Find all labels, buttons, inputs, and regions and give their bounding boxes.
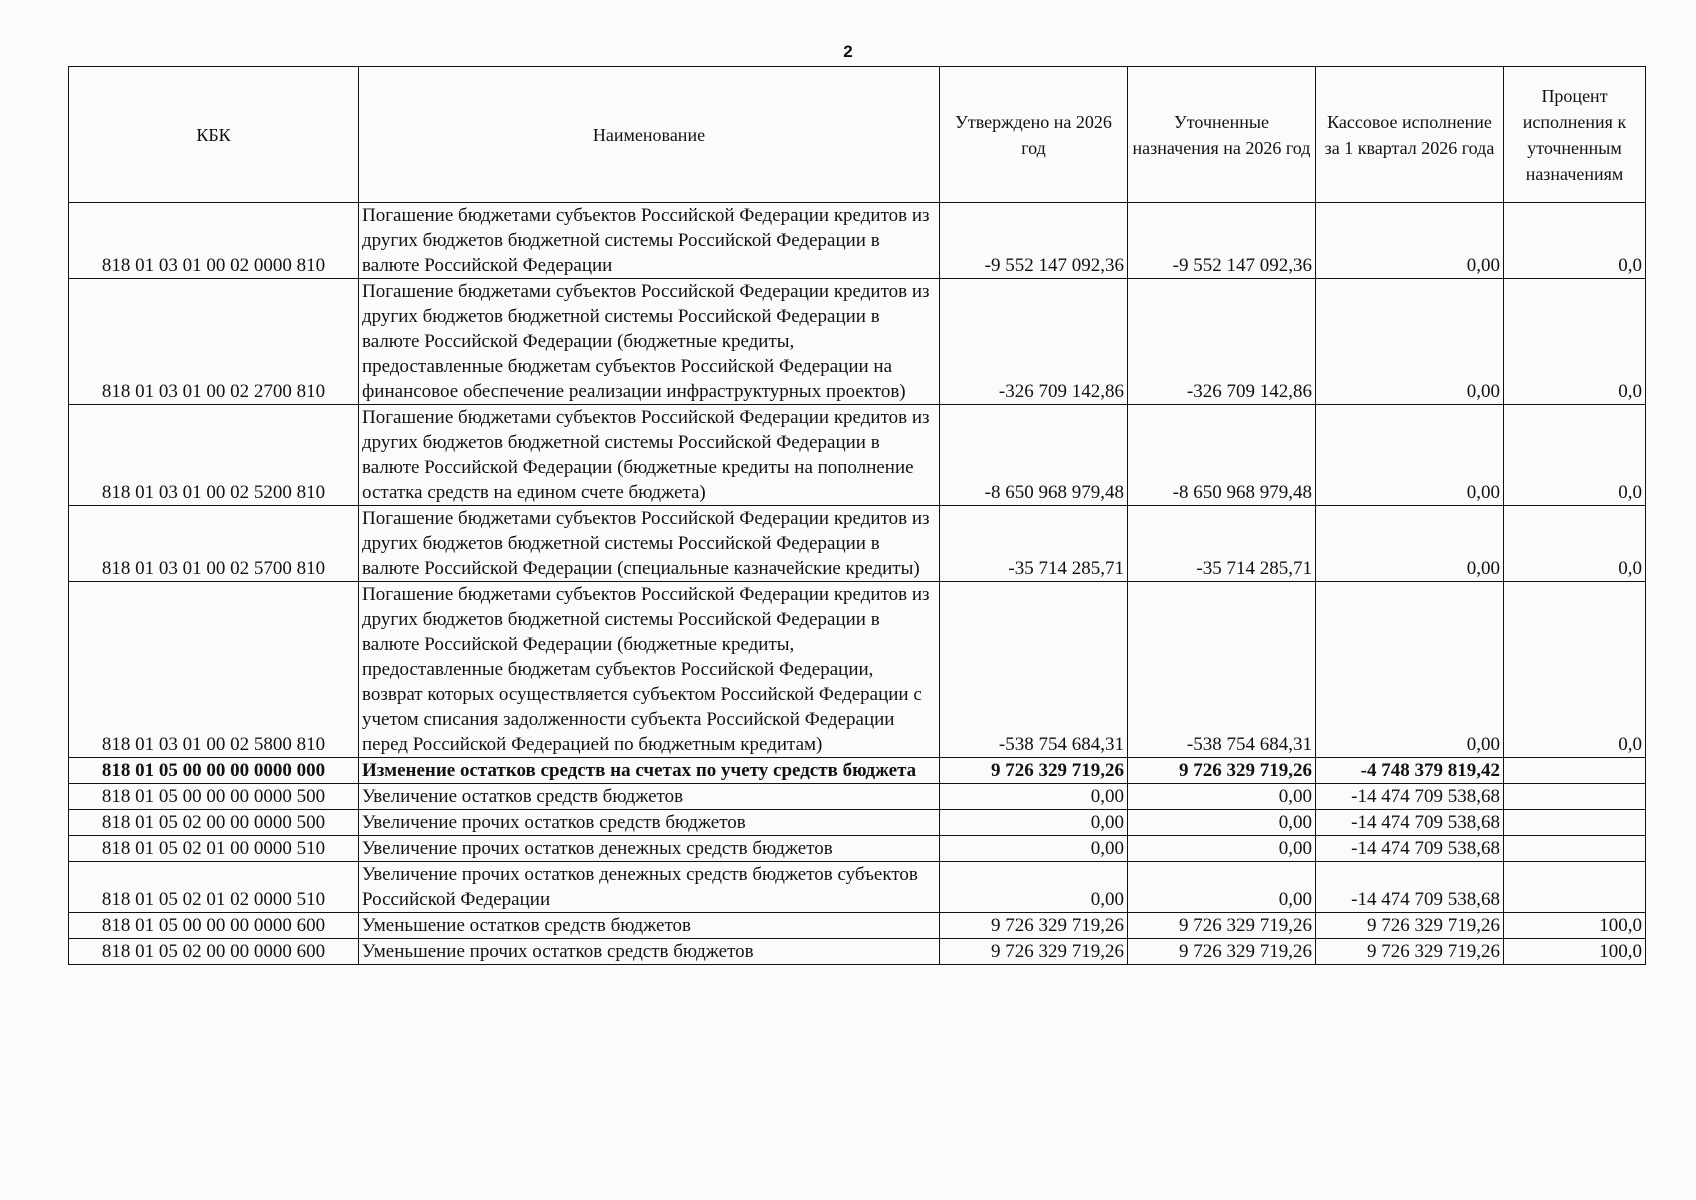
table-row bbox=[69, 913, 1646, 939]
cell-refined: -9 552 147 092,36 bbox=[1128, 203, 1316, 279]
cell-refined: 9 726 329 719,26 bbox=[1128, 913, 1316, 939]
cell-cash-execution: 9 726 329 719,26 bbox=[1316, 913, 1504, 939]
cell-name: Увеличение остатков средств бюджетов bbox=[359, 784, 940, 810]
header-refined: Уточненные назначения на 2026 год bbox=[1128, 67, 1316, 203]
cell-approved: 0,00 bbox=[940, 862, 1128, 913]
cell-name: Уменьшение прочих остатков средств бюджетов bbox=[359, 939, 940, 965]
page-number: 2 bbox=[843, 42, 853, 61]
table-row bbox=[69, 279, 1646, 405]
cell-kbk: 818 01 05 00 00 00 0000 500 bbox=[69, 784, 359, 810]
header-row bbox=[69, 67, 1646, 203]
header-percent: Процент исполнения к уточненным назначениям bbox=[1504, 67, 1646, 203]
cell-kbk: 818 01 05 00 00 00 0000 600 bbox=[69, 913, 359, 939]
table-row bbox=[69, 784, 1646, 810]
table-row bbox=[69, 862, 1646, 913]
cell-percent bbox=[1504, 862, 1646, 913]
budget-table bbox=[68, 66, 1646, 965]
cell-name: Погашение бюджетами субъектов Российской Федерации кредитов из других бюджетов бюджетной системы Российской Федерации в валюте Российской Федерации (бюджетные кредиты, предоставленные бюджетам субъектов Российской Федерации, возврат которых осуществляется субъектом Российской Федерации с учетом списания задолженности субъекта Российской Федерации перед Российской Федерацией по бюджетным кредитам) bbox=[359, 582, 940, 758]
table-row bbox=[69, 506, 1646, 582]
cell-refined: -8 650 968 979,48 bbox=[1128, 405, 1316, 506]
cell-name: Увеличение прочих остатков денежных средств бюджетов субъектов Российской Федерации bbox=[359, 862, 940, 913]
header-name: Наименование bbox=[359, 67, 940, 203]
cell-kbk: 818 01 05 02 01 00 0000 510 bbox=[69, 836, 359, 862]
cell-refined: 0,00 bbox=[1128, 810, 1316, 836]
table-row bbox=[69, 810, 1646, 836]
table-row bbox=[69, 405, 1646, 506]
header-approved: Утверждено на 2026 год bbox=[940, 67, 1128, 203]
cell-approved: 9 726 329 719,26 bbox=[940, 758, 1128, 784]
cell-refined: -538 754 684,31 bbox=[1128, 582, 1316, 758]
cell-cash-execution: -14 474 709 538,68 bbox=[1316, 784, 1504, 810]
cell-percent: 0,0 bbox=[1504, 506, 1646, 582]
cell-percent: 0,0 bbox=[1504, 203, 1646, 279]
cell-kbk: 818 01 03 01 00 02 2700 810 bbox=[69, 279, 359, 405]
cell-cash-execution: -14 474 709 538,68 bbox=[1316, 862, 1504, 913]
cell-cash-execution: 9 726 329 719,26 bbox=[1316, 939, 1504, 965]
cell-percent: 100,0 bbox=[1504, 913, 1646, 939]
cell-name: Увеличение прочих остатков средств бюджетов bbox=[359, 810, 940, 836]
cell-kbk: 818 01 03 01 00 02 0000 810 bbox=[69, 203, 359, 279]
cell-name: Погашение бюджетами субъектов Российской Федерации кредитов из других бюджетов бюджетной системы Российской Федерации в валюте Российской Федерации (специальные казначейские кредиты) bbox=[359, 506, 940, 582]
cell-kbk: 818 01 05 02 00 00 0000 600 bbox=[69, 939, 359, 965]
cell-approved: 9 726 329 719,26 bbox=[940, 913, 1128, 939]
cell-approved: -538 754 684,31 bbox=[940, 582, 1128, 758]
cell-name: Увеличение прочих остатков денежных средств бюджетов bbox=[359, 836, 940, 862]
cell-kbk: 818 01 05 02 01 02 0000 510 bbox=[69, 862, 359, 913]
cell-cash-execution: 0,00 bbox=[1316, 582, 1504, 758]
cell-kbk: 818 01 03 01 00 02 5800 810 bbox=[69, 582, 359, 758]
cell-cash-execution: -4 748 379 819,42 bbox=[1316, 758, 1504, 784]
cell-percent: 0,0 bbox=[1504, 279, 1646, 405]
cell-percent bbox=[1504, 758, 1646, 784]
cell-cash-execution: 0,00 bbox=[1316, 506, 1504, 582]
header-kbk: КБК bbox=[69, 67, 359, 203]
table-row bbox=[69, 758, 1646, 784]
cell-name: Изменение остатков средств на счетах по учету средств бюджета bbox=[359, 758, 940, 784]
cell-refined: 9 726 329 719,26 bbox=[1128, 758, 1316, 784]
cell-refined: 9 726 329 719,26 bbox=[1128, 939, 1316, 965]
cell-name: Погашение бюджетами субъектов Российской Федерации кредитов из других бюджетов бюджетной системы Российской Федерации в валюте Российской Федерации (бюджетные кредиты, предоставленные бюджетам субъектов Российской Федерации на финансовое обеспечение реализации инфраструктурных проектов) bbox=[359, 279, 940, 405]
header-cash-execution: Кассовое исполнение за 1 квартал 2026 года bbox=[1316, 67, 1504, 203]
cell-kbk: 818 01 03 01 00 02 5700 810 bbox=[69, 506, 359, 582]
cell-approved: -8 650 968 979,48 bbox=[940, 405, 1128, 506]
cell-percent bbox=[1504, 836, 1646, 862]
table-header bbox=[69, 67, 1646, 203]
cell-approved: 9 726 329 719,26 bbox=[940, 939, 1128, 965]
cell-cash-execution: 0,00 bbox=[1316, 279, 1504, 405]
cell-name: Погашение бюджетами субъектов Российской Федерации кредитов из других бюджетов бюджетной системы Российской Федерации в валюте Российской Федерации bbox=[359, 203, 940, 279]
cell-refined: 0,00 bbox=[1128, 862, 1316, 913]
cell-approved: -326 709 142,86 bbox=[940, 279, 1128, 405]
cell-approved: 0,00 bbox=[940, 810, 1128, 836]
cell-cash-execution: 0,00 bbox=[1316, 405, 1504, 506]
cell-refined: 0,00 bbox=[1128, 836, 1316, 862]
cell-kbk: 818 01 03 01 00 02 5200 810 bbox=[69, 405, 359, 506]
cell-approved: -9 552 147 092,36 bbox=[940, 203, 1128, 279]
cell-percent: 0,0 bbox=[1504, 405, 1646, 506]
table-row bbox=[69, 939, 1646, 965]
table-row bbox=[69, 582, 1646, 758]
cell-cash-execution: -14 474 709 538,68 bbox=[1316, 810, 1504, 836]
cell-approved: 0,00 bbox=[940, 784, 1128, 810]
cell-kbk: 818 01 05 02 00 00 0000 500 bbox=[69, 810, 359, 836]
table-row bbox=[69, 203, 1646, 279]
cell-refined: -35 714 285,71 bbox=[1128, 506, 1316, 582]
cell-refined: 0,00 bbox=[1128, 784, 1316, 810]
cell-percent bbox=[1504, 784, 1646, 810]
cell-percent: 100,0 bbox=[1504, 939, 1646, 965]
cell-kbk: 818 01 05 00 00 00 0000 000 bbox=[69, 758, 359, 784]
table-body bbox=[69, 203, 1646, 965]
cell-name: Погашение бюджетами субъектов Российской Федерации кредитов из других бюджетов бюджетной системы Российской Федерации в валюте Российской Федерации (бюджетные кредиты на пополнение остатка средств на едином счете бюджета) bbox=[359, 405, 940, 506]
cell-name: Уменьшение остатков средств бюджетов bbox=[359, 913, 940, 939]
cell-refined: -326 709 142,86 bbox=[1128, 279, 1316, 405]
cell-cash-execution: -14 474 709 538,68 bbox=[1316, 836, 1504, 862]
cell-cash-execution: 0,00 bbox=[1316, 203, 1504, 279]
cell-percent bbox=[1504, 810, 1646, 836]
cell-approved: -35 714 285,71 bbox=[940, 506, 1128, 582]
cell-percent: 0,0 bbox=[1504, 582, 1646, 758]
cell-approved: 0,00 bbox=[940, 836, 1128, 862]
table-row bbox=[69, 836, 1646, 862]
